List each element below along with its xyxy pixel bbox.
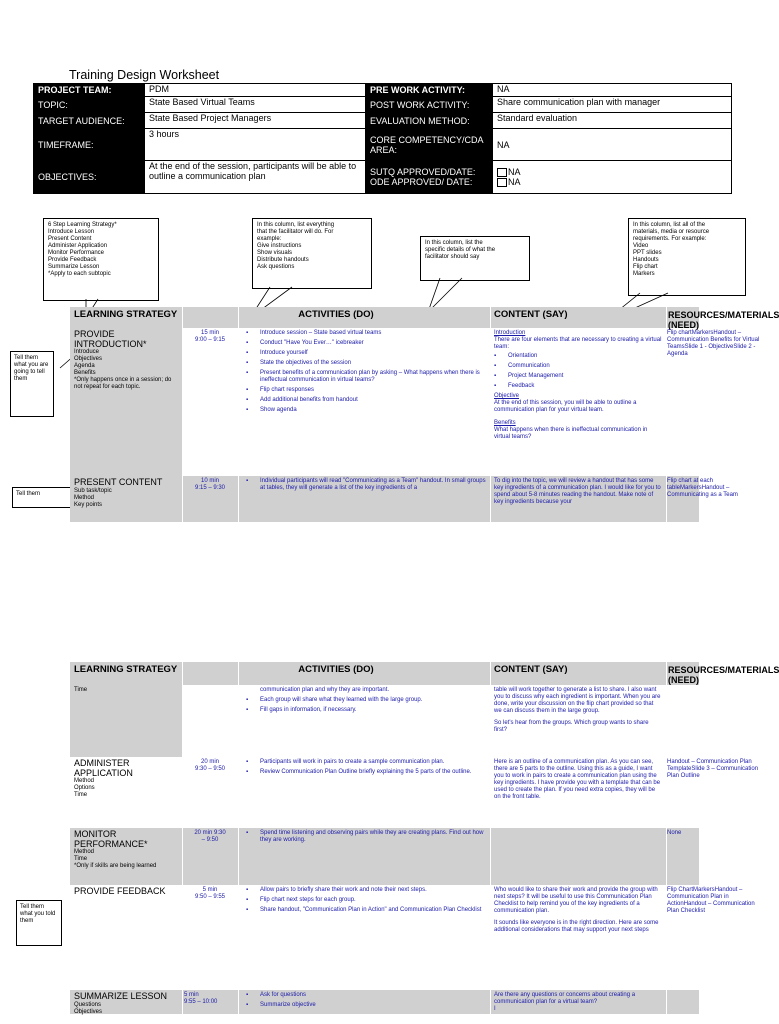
present-activities: ▪ Individual participants will read "Communicating as a Team" handout. In small groups at tables, they will generate a list of the key ingredients of a — [238, 476, 490, 522]
callout-resources: In this column, list all of the materials, media or resource requirements. For example: Video PPT slides Handouts Flip chart Markers — [628, 218, 746, 296]
sutq-checkbox-1[interactable]: NA — [497, 167, 727, 177]
project-team-label: PROJECT TEAM: — [34, 84, 145, 97]
cont-strategy: Time — [70, 685, 182, 757]
feedback-resources: Flip ChartMarkersHandout – Communication Plan in ActionHandout – Communication Plan Checklist — [667, 887, 755, 914]
feedback-activities: ▪ Allow pairs to briefly share their work and note their next steps. ▪ Flip chart next steps for each group. ▪ Share handout, "Communication Plan in Action" and Communication Plan Checklist — [238, 885, 490, 990]
intro-resources: Flip chartMarkersHandout – Communication Benefits for Virtual TeamsSlide 1 - ObjectiveSlide 2 - Agenda — [667, 330, 760, 357]
administer-resources: Handout – Communication Plan TemplateSlide 3 – Communication Plan Outline — [667, 759, 759, 779]
row-summarize — [70, 990, 699, 1014]
topic-label: TOPIC: — [34, 97, 145, 113]
core-value: NA — [493, 129, 732, 161]
topic-value: State Based Virtual Teams — [145, 97, 366, 113]
prework-value: NA — [493, 84, 732, 97]
eval-label: EVALUATION METHOD: — [366, 113, 493, 129]
present-time: 10 min 9:15 – 9:30 — [182, 476, 238, 522]
administer-content: Here is an outline of a communication plan. As you can see, there are 5 parts to the outline. Using this as a guide, I want you to work in pairs to create a communication plan using the key ingredients. I have provide you with a template that can be used to create the plan. If you need extra copies, they will be on the front table. — [494, 759, 661, 800]
monitor-activities: ▪ Spend time listening and observing pairs while they are creating plans. Find out how they are working. — [238, 828, 490, 885]
intro-time: 15 min 9:00 – 9:15 — [194, 330, 226, 343]
col-content-2: CONTENT (SAY) — [490, 662, 666, 685]
audience-value: State Based Project Managers — [145, 113, 366, 129]
row-present-content-cont — [70, 685, 699, 757]
monitor-content — [490, 828, 666, 885]
col-resources-2: RESOURCES/MATERIALS (NEED) — [666, 662, 699, 685]
monitor-time: 20 min 9:30 – 9:50 — [182, 828, 238, 885]
side-note-tell: Tell them — [12, 487, 71, 508]
callout-content: In this column, list the specific details of what the facilitator should say — [420, 236, 530, 281]
column-header-row — [70, 307, 779, 330]
sutq-checkbox-2[interactable]: NA — [497, 177, 727, 187]
summarize-activities: ▪ Ask for questions ▪ Summarize objective — [238, 990, 490, 1014]
col-content: CONTENT (SAY) — [490, 307, 666, 328]
administer-activities: ▪ Participants will work in pairs to create a sample communication plan. ▪ Review Communication Plan Outline briefly explaining the 5 parts of the outline. — [238, 757, 490, 828]
postwork-value: Share communication plan with manager — [493, 97, 732, 113]
timeframe-value: 3 hours — [145, 129, 366, 161]
column-header-row-2 — [70, 662, 779, 685]
present-strategy: PRESENT CONTENT Sub task/topic Method Key points — [70, 476, 182, 522]
cont-time — [182, 685, 238, 757]
plan-table-section-2 — [70, 662, 779, 1015]
cont-activities: communication plan and why they are important. ▪ Each group will share what they learned with the large group. ▪ Fill gaps in information, if necessary. — [238, 685, 490, 757]
administer-time: 20 min 9:30 – 9:50 — [194, 759, 226, 772]
project-team-value: PDM — [145, 84, 366, 97]
core-label: CORE COMPETENCY/CDA AREA: — [366, 129, 493, 161]
cont-content: table will work together to generate a list to share. I also want you to discuss why each ingredient is important. When you are done, write your discussion on the flip chart provided so that we can discuss them in the large group. So let's hear from the groups. Which group wants to share first? — [494, 687, 661, 733]
objectives-value: At the end of the session, participants will be able to outline a communication plan — [145, 161, 366, 194]
objectives-label: OBJECTIVES: — [34, 161, 145, 194]
col-activities-2: ACTIVITIES (DO) — [182, 662, 490, 685]
present-content: To dig into the topic, we will review a handout that has some key ingredients of a communication plan. I would like for you to spend about 5-8 minutes reading the handout. Make note of key ingredients because your — [490, 476, 666, 522]
summarize-strategy: SUMMARIZE LESSON Questions Objectives — [70, 990, 182, 1014]
administer-strategy: ADMINISTER APPLICATION Method Options Time — [74, 758, 133, 798]
postwork-label: POST WORK ACTIVITY: — [366, 97, 493, 113]
plan-table-section-1 — [70, 307, 779, 522]
present-resources: Flip chart at each tableMarkersHandout – Communicating as a Team — [666, 476, 699, 522]
side-note-tell-intro: Tell them what you are going to tell them — [10, 351, 54, 417]
callout-activities: In this column, list everything that the facilitator will do. For example: Give instructions Show visuals Distribute handouts Ask questions — [252, 218, 372, 289]
intro-strategy: PROVIDE INTRODUCTION* Introduce Objectives Agenda Benefits *Only happens once in a session; do not repeat for each topic. — [70, 328, 182, 476]
side-note-tell-told: Tell them what you told them — [16, 900, 62, 946]
cont-resources — [666, 685, 699, 757]
timeframe-label: TIMEFRAME: — [34, 129, 145, 161]
summarize-resources — [666, 990, 699, 1014]
prework-label: PRE WORK ACTIVITY: — [366, 84, 493, 97]
col-resources: RESOURCES/MATERIALS (NEED) — [666, 307, 699, 328]
row-present-content — [70, 476, 738, 522]
monitor-resources: None — [666, 828, 699, 885]
row-feedback — [70, 885, 755, 990]
callout-learning-steps: 6 Step Learning Strategy* Introduce Lesson Present Content Administer Application Monitor Performance Provide Feedback Summarize Lesson *Apply to each subtopic — [43, 218, 159, 301]
col-strategy-2: LEARNING STRATEGY — [70, 662, 182, 685]
feedback-time: 5 min 9:50 – 9:55 — [194, 887, 226, 900]
intro-content: Introduction There are four elements that are necessary to creating a virtual team: ▪ Orientation ▪ Communication ▪ Project Management ▪ Feedback Objective At the end of this session, you will be able to outline a communication plan for your virtual team. Benefits What happens when there is ineffectual communication in virtual teams? — [490, 328, 666, 476]
summarize-time: 5 min 9:55 – 10:00 — [182, 990, 238, 1014]
sutq-label: SUTQ APPROVED/DATE: ODE APPROVED/ DATE: — [366, 161, 493, 194]
row-administer — [70, 757, 759, 828]
eval-value: Standard evaluation — [493, 113, 732, 129]
monitor-strategy: MONITOR PERFORMANCE* Method Time *Only if skills are being learned — [70, 828, 182, 885]
row-monitor — [70, 828, 699, 885]
col-activities: ACTIVITIES (DO) — [182, 307, 490, 328]
audience-label: TARGET AUDIENCE: — [34, 113, 145, 129]
feedback-content: Who would like to share their work and provide the group with next steps? It will be useful to use this Communication Plan Checklist to help remind you of the key ingredients of a communication plan. It sounds like everyone is in the right direction. Here are some additional considerations that may support your next steps — [494, 887, 659, 933]
worksheet-title: Training Design Worksheet — [69, 68, 220, 82]
row-introduction — [70, 328, 760, 476]
intro-activities: ▪ Introduce session – State based virtual teams ▪ Conduct "Have You Ever…" icebreaker ▪ Introduce yourself ▪ State the objectives of the session ▪ Present benefits of a communication plan by asking – What happens when there is ineffectual communication in virtual teams? ▪ Flip chart responses ▪ Add additional benefits from handout ▪ Show agenda — [238, 328, 490, 476]
col-strategy: LEARNING STRATEGY — [70, 307, 182, 328]
summarize-content: Are there any questions or concerns about creating a communication plan for a virtual team? I — [490, 990, 666, 1014]
feedback-strategy: PROVIDE FEEDBACK — [74, 886, 166, 896]
